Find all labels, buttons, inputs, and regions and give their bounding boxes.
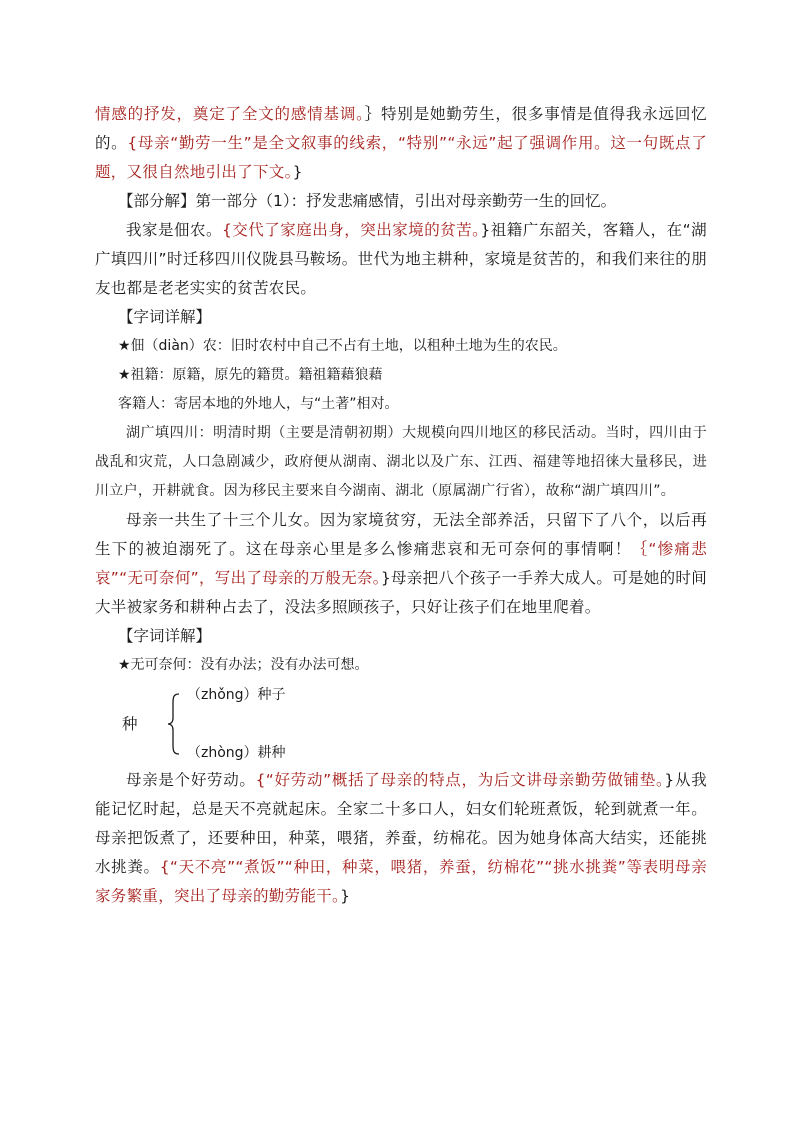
vocab-heading: 【字词详解】 [118,627,212,645]
paragraph-4 [95,766,707,911]
polyphone-block [95,684,707,764]
vocab-heading: 【字词详解】 [118,308,212,326]
part-summary-heading: 【部分解】第一部分（1）：抒发悲痛感情，引出对母亲勤劳一生的回忆。 [118,192,617,210]
polyphone-reading-bottom: （zhòng）耕种 [187,745,286,761]
body-text: } [340,887,351,905]
body-text: }祖籍广东韶关，客籍人，在“湖广填四川”时迁移四川仪陇县马鞍场。世代为地主耕种，家境是贫苦的，和我们来往的朋友也都是老老实实的贫苦农民。 [95,221,707,297]
body-text: }从我能记忆时起，总是天不亮就起床。全家二十多口人，妇女们轮班煮饭，轮到就煮一年。母亲把饭煮了，还要种田，种菜，喂猪，养蚕，纺棉花。因为她身体高大结实，还能挑水挑粪。 [95,771,707,876]
left-brace-icon [167,692,181,756]
definition-item: ★佃（diàn）农：旧时农村中自己不占有土地，以租种土地为生的农民。 [118,338,567,354]
annotation-text: {“好劳动”概括了母亲的特点，为后文讲母亲勤劳做铺垫。 [255,771,665,789]
body-text: 母亲是个好劳动。 [126,771,256,789]
annotation-text: 情感的抒发，奠定了全文的感情基调。 [95,105,365,123]
body-text: 我家是佃农。 [126,221,222,239]
annotation-text: ｛“惨痛悲哀”“无可奈何”，写出了母亲的万般无奈。 [95,540,707,587]
document-page [95,100,707,911]
paragraph-3 [95,506,707,622]
paragraph-2 [95,216,707,303]
definition-item: 客籍人：寄居本地的外地人，与“土著”相对。 [118,396,399,412]
definition-paragraph: 湖广填四川：明清时期（主要是清朝初期）大规模向四川地区的移民活动。当时，四川由于战乱和灾荒，人口急剧减少，政府便从湖南、湖北以及广东、江西、福建等地招徕大量移民，进川立户，开耕就食。因为移民主要来自今湖南、湖北（原属湖广行省），故称“湖广填四川”。 [95,425,707,499]
body-text: 母亲一共生了十三个儿女。因为家境贫穷，无法全部养活，只留下了八个，以后再生下的被迫溺死了。这在母亲心里是多么惨痛悲哀和无可奈何的事情啊！ [95,511,707,558]
annotation-text: {“天不亮”“煮饭”“种田，种菜，喂猪，养蚕，纺棉花”“挑水挑粪”等表明母亲家务繁重，突出了母亲的勤劳能干。 [95,858,707,905]
body-text: }母亲把八个孩子一手养大成人。可是她的时间大半被家务和耕种占去了，没法多照顾孩子，只好让孩子们在地里爬着。 [95,569,708,616]
body-text: ｝特别是她勤劳生，很多事情是值得我永远回忆的。 [95,105,707,152]
definition-item: ★无可奈何：没有办法；没有办法可想。 [118,657,369,673]
polyphone-char: 种 [122,715,138,733]
definition-item: ★祖籍：原籍，原先的籍贯。籍祖籍藉狼藉 [118,367,383,383]
body-text: } [292,163,303,181]
polyphone-reading-top: （zhǒng）种子 [187,687,286,703]
annotation-text: {交代了家庭出身，突出家境的贫苦。 [221,221,481,239]
annotation-text: {母亲“勤劳一生”是全文叙事的线索，“特别”“永远”起了强调作用。这一句既点了题，又很自然地引出了下文。 [95,134,707,181]
paragraph-1 [95,100,707,187]
